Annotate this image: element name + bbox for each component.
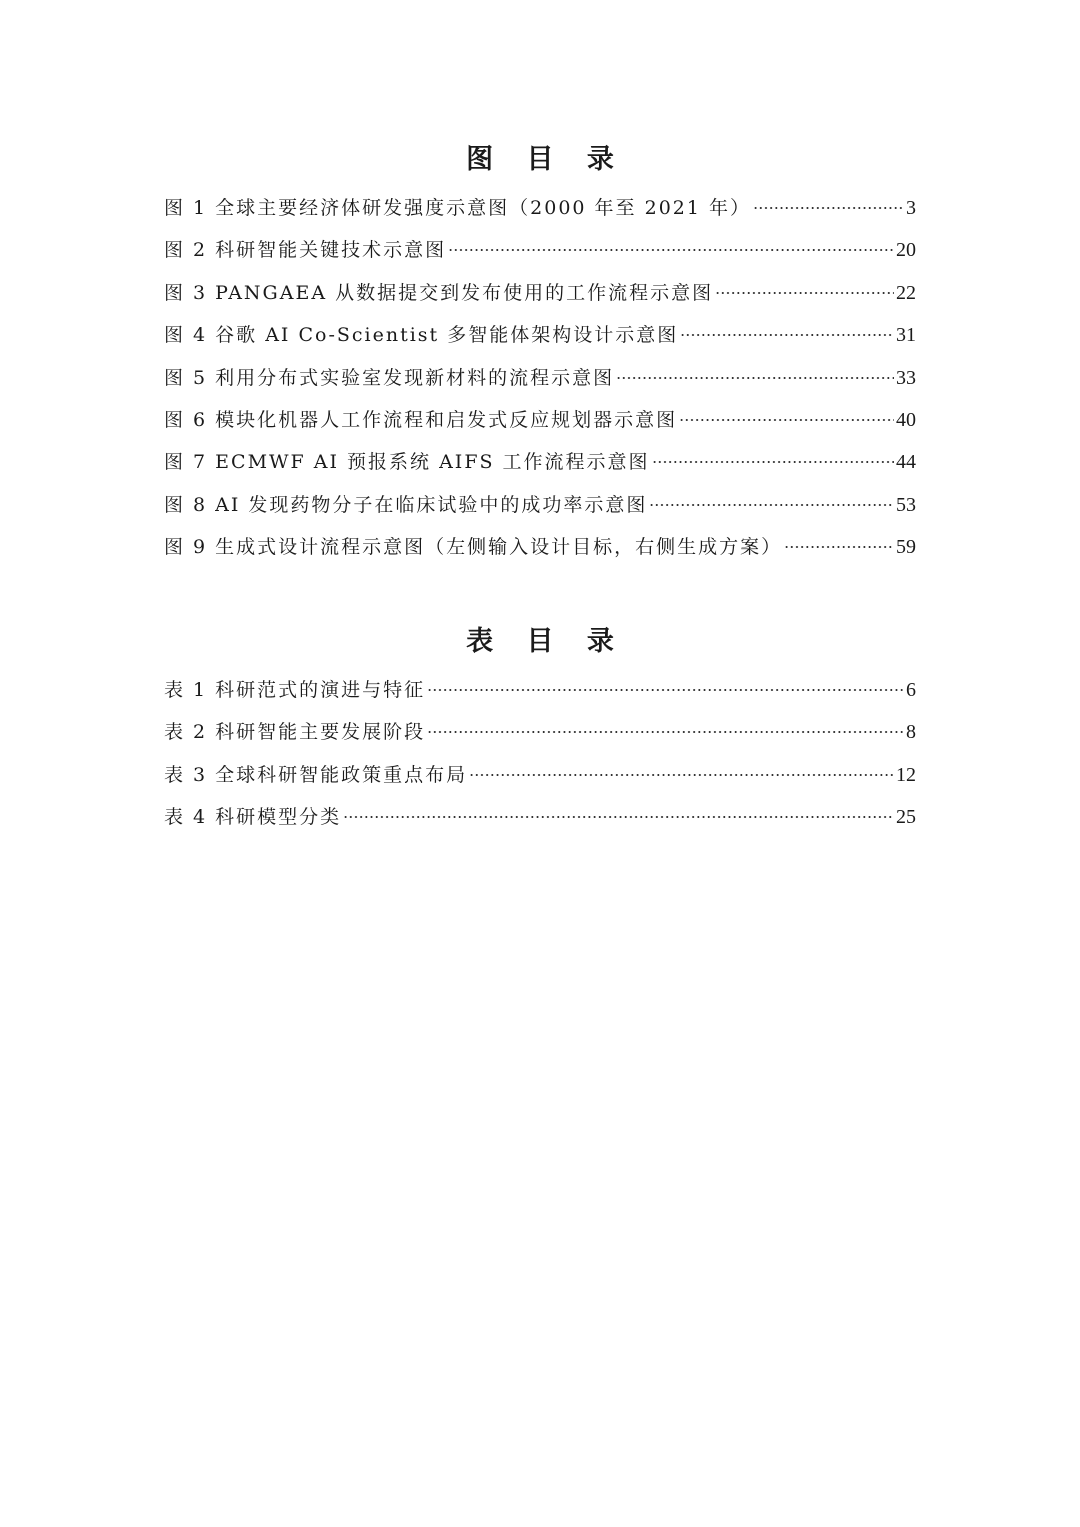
toc-entry-table-4[interactable]: [164, 796, 916, 838]
dot-leader: [616, 377, 894, 379]
toc-page-number: 59: [896, 536, 916, 559]
dot-leader: [427, 689, 904, 691]
toc-page-number: 44: [896, 451, 916, 474]
toc-entry-label: 图 7 ECMWF AI 预报系统 AIFS 工作流程示意图: [164, 451, 650, 474]
dot-leader: [448, 249, 894, 251]
toc-entry-label: 图 6 模块化机器人工作流程和启发式反应规划器示意图: [164, 408, 678, 431]
toc-entry-table-1[interactable]: [164, 669, 916, 711]
dot-leader: [649, 504, 894, 506]
toc-entry-figure-8[interactable]: [164, 484, 916, 526]
dot-leader: [753, 207, 904, 209]
dot-leader: [680, 334, 894, 336]
toc-entry-figure-9[interactable]: [164, 526, 916, 568]
toc-entry-label: 表 4 科研模型分类: [164, 806, 342, 829]
toc-entry-label: 图 1 全球主要经济体研发强度示意图（2000 年至 2021 年）: [164, 197, 751, 219]
dot-leader: [427, 731, 904, 733]
toc-entry-figure-4[interactable]: [164, 314, 916, 356]
toc-page-number: 25: [896, 806, 916, 829]
toc-entry-label: 图 9 生成式设计流程示意图（左侧输入设计目标，右侧生成方案）: [164, 536, 783, 559]
figure-entries: [164, 187, 916, 569]
toc-page-number: 8: [906, 721, 916, 744]
toc-page-number: 6: [906, 679, 916, 701]
toc-entry-label: 表 2 科研智能主要发展阶段: [164, 721, 426, 744]
toc-page-number: 33: [896, 366, 916, 389]
dot-leader: [652, 461, 894, 463]
toc-page-number: 31: [896, 324, 916, 347]
dot-leader: [784, 546, 894, 548]
list-of-figures: [164, 138, 916, 569]
toc-entry-label: 表 1 科研范式的演进与特征: [164, 679, 426, 701]
toc-entry-table-3[interactable]: [164, 754, 916, 796]
toc-entry-figure-1[interactable]: [164, 187, 916, 229]
toc-entry-label: 图 4 谷歌 AI Co-Scientist 多智能体架构设计示意图: [164, 324, 679, 347]
toc-entry-figure-3[interactable]: [164, 272, 916, 314]
toc-entry-label: 图 3 PANGAEA 从数据提交到发布使用的工作流程示意图: [164, 281, 714, 304]
dot-leader: [343, 816, 894, 818]
toc-page-number: 40: [896, 408, 916, 431]
dot-leader: [469, 774, 894, 776]
toc-entry-table-2[interactable]: [164, 711, 916, 753]
toc-entry-label: 图 8 AI 发现药物分子在临床试验中的成功率示意图: [164, 493, 648, 516]
toc-entry-figure-7[interactable]: [164, 441, 916, 483]
toc-page-number: 20: [896, 239, 916, 262]
list-of-tables: [164, 620, 916, 839]
toc-page-number: 22: [896, 281, 916, 304]
dot-leader: [679, 419, 894, 421]
toc-page-number: 3: [906, 197, 916, 219]
toc-entry-label: 图 2 科研智能关键技术示意图: [164, 239, 447, 262]
toc-entry-label: 表 3 全球科研智能政策重点布局: [164, 763, 468, 786]
list-of-tables-title: 表 目 录: [466, 626, 626, 657]
toc-entry-figure-2[interactable]: [164, 229, 916, 271]
toc-page-number: 12: [896, 763, 916, 786]
list-of-figures-title: 图 目 录: [466, 144, 626, 175]
toc-page-number: 53: [896, 493, 916, 516]
dot-leader: [715, 292, 894, 294]
toc-entry-figure-5[interactable]: [164, 357, 916, 399]
toc-entry-figure-6[interactable]: [164, 399, 916, 441]
toc-entry-label: 图 5 利用分布式实验室发现新材料的流程示意图: [164, 366, 615, 389]
table-entries: [164, 669, 916, 839]
